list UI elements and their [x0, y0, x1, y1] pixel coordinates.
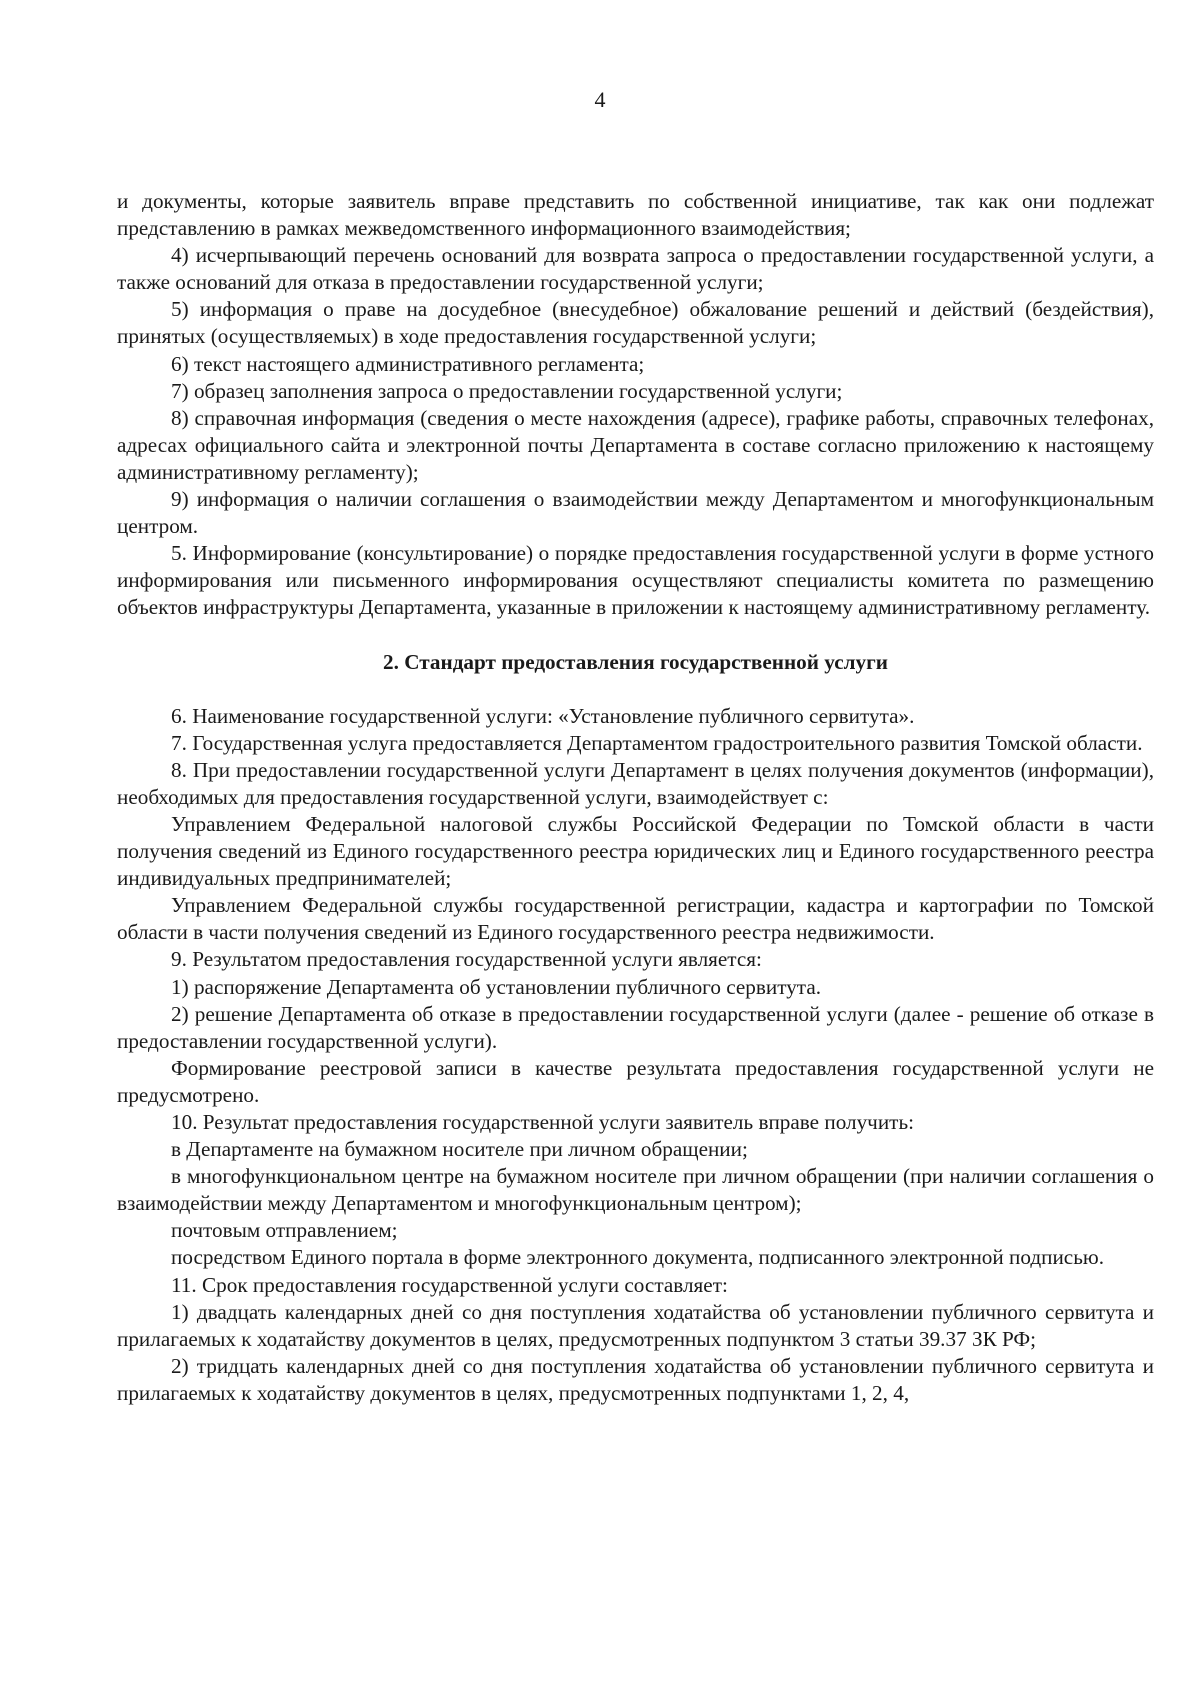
- paragraph: 4) исчерпывающий перечень оснований для возврата запроса о предоставлении государственной услуги, а также оснований для отказа в предоставлении государственной услуги;: [117, 243, 1154, 295]
- paragraph: Формирование реестровой записи в качестве результата предоставления государственной услуги не предусмотрено.: [117, 1055, 1154, 1107]
- paragraph: 8) справочная информация (сведения о месте нахождения (адресе), графике работы, справочных телефонах, адресах официального сайта и электронной почты Департамента в составе согласно приложению к настоящему административному регламенту);: [117, 405, 1154, 484]
- paragraph: 9. Результатом предоставления государственной услуги является:: [171, 947, 762, 972]
- paragraph: и документы, которые заявитель вправе представить по собственной инициативе, так как они подлежат представлению в рамках межведомственного информационного взаимодействия;: [117, 189, 1154, 241]
- paragraph: 1) двадцать календарных дней со дня поступления ходатайства об установлении публичного сервитута и прилагаемых к ходатайству документов в целях, предусмотренных подпунктом 3 статьи 39.37 ЗК РФ;: [117, 1299, 1154, 1351]
- paragraph: 2) тридцать календарных дней со дня поступления ходатайства об установлении публичного сервитута и прилагаемых к ходатайству документов в целях, предусмотренных подпунктами 1, 2, 4,: [117, 1353, 1154, 1405]
- section-heading: 2. Стандарт предоставления государственной услуги: [383, 649, 888, 674]
- paragraph: в Департаменте на бумажном носителе при личном обращении;: [171, 1137, 748, 1162]
- paragraph: 5) информация о праве на досудебное (внесудебное) обжалование решений и действий (бездействия), принятых (осуществляемых) в ходе предоставления государственной услуги;: [117, 297, 1154, 349]
- paragraph: 6. Наименование государственной услуги: «Установление публичного сервитута».: [171, 703, 915, 728]
- paragraph: 7) образец заполнения запроса о предоставлении государственной услуги;: [171, 378, 843, 403]
- paragraph: почтовым отправлением;: [171, 1218, 398, 1243]
- paragraph: 6) текст настоящего административного регламента;: [171, 351, 645, 376]
- paragraph: 5. Информирование (консультирование) о порядке предоставления государственной услуги в форме устного информирования или письменного информирования осуществляют специалисты комитета по размещению объектов инфраструктуры Департамента, указанные в приложении к настоящему административному регламенту.: [117, 541, 1154, 620]
- paragraph: 8. При предоставлении государственной услуги Департамент в целях получения документов (информации), необходимых для предоставления государственной услуги, взаимодействует с:: [117, 757, 1154, 809]
- document-body: [117, 188, 1154, 1407]
- paragraph: 7. Государственная услуга предоставляется Департаментом градостроительного развития Томской области.: [171, 730, 1143, 755]
- paragraph: 9) информация о наличии соглашения о взаимодействии между Департаментом и многофункциональным центром.: [117, 487, 1154, 539]
- paragraph: в многофункциональном центре на бумажном носителе при личном обращении (при наличии соглашения о взаимодействии между Департаментом и многофункциональным центром);: [117, 1164, 1154, 1216]
- paragraph: 11. Срок предоставления государственной услуги составляет:: [171, 1272, 728, 1297]
- paragraph: Управлением Федеральной налоговой службы Российской Федерации по Томской области в части получения сведений из Единого государственного реестра юридических лиц и Единого государственного реестра индивидуальных предпринимателей;: [117, 811, 1154, 891]
- paragraph: 10. Результат предоставления государственной услуги заявитель вправе получить:: [171, 1110, 914, 1134]
- paragraph: 1) распоряжение Департамента об установлении публичного сервитута.: [171, 974, 822, 999]
- paragraph: посредством Единого портала в форме электронного документа, подписанного электронной подписью.: [171, 1245, 1104, 1270]
- paragraph: 2) решение Департамента об отказе в предоставлении государственной услуги (далее - решение об отказе в предоставлении государственной услуги).: [117, 1001, 1154, 1053]
- paragraph: Управлением Федеральной службы государственной регистрации, кадастра и картографии по Томской области в части получения сведений из Единого государственного реестра недвижимости.: [117, 893, 1154, 945]
- page-number: 4: [594, 87, 606, 112]
